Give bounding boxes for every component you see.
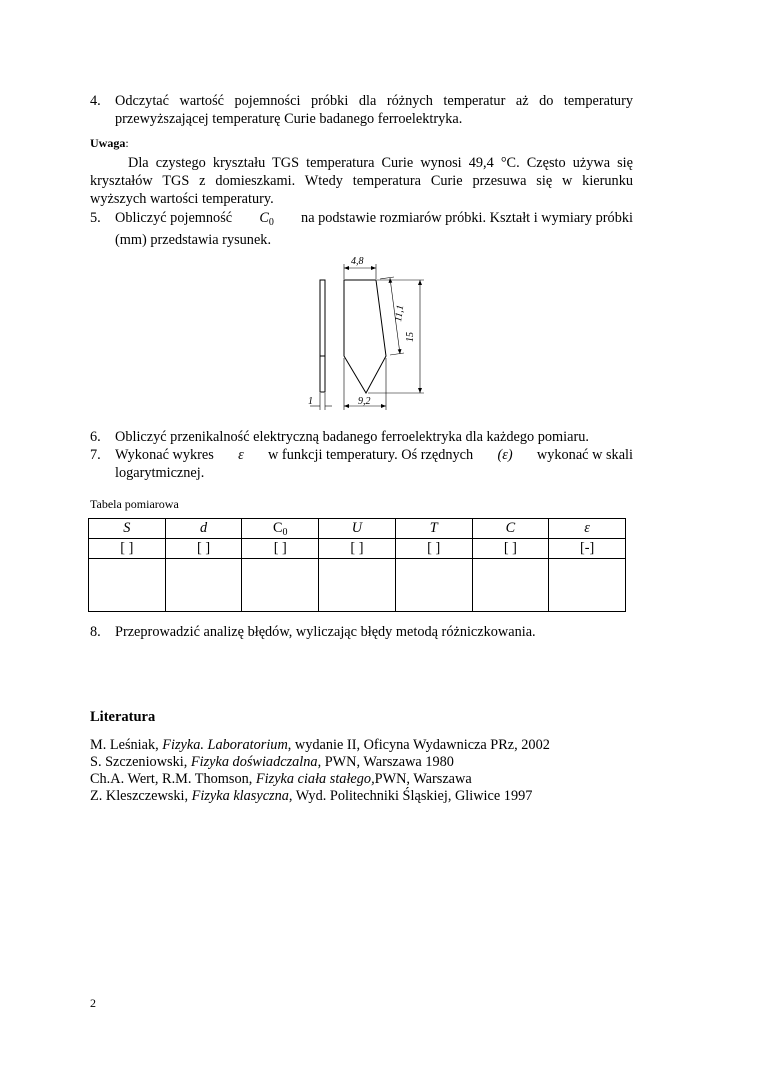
dim-right-label: 15 bbox=[405, 332, 416, 342]
item-7-symbol: ε bbox=[238, 447, 244, 463]
reference-3: Ch.A. Wert, R.M. Thomson, Fizyka ciała stałego,PWN, Warszawa bbox=[90, 771, 472, 787]
unit-c0: [ ] bbox=[242, 539, 319, 559]
item-5-line-2: (mm) przedstawia rysunek. bbox=[115, 232, 272, 248]
header-c: C bbox=[472, 519, 549, 539]
item-5-number: 5. bbox=[90, 210, 101, 226]
item-5-text-a: Obliczyć pojemność bbox=[115, 210, 233, 226]
table-data-row bbox=[89, 559, 626, 612]
note-line-1: Dla czystego kryształu TGS temperatura Curie wynosi 49,4 °C. Często używa się bbox=[128, 155, 633, 171]
data-cell-u[interactable] bbox=[319, 559, 396, 612]
header-epsilon: ε bbox=[549, 519, 626, 539]
unit-c: [ ] bbox=[472, 539, 549, 559]
item-4-number: 4. bbox=[90, 93, 101, 109]
item-7-line-2: logarytmicznej. bbox=[115, 465, 205, 481]
dim-top-label: 4,8 bbox=[351, 256, 364, 267]
reference-4: Z. Kleszczewski, Fizyka klasyczna, Wyd. Politechniki Śląskiej, Gliwice 1997 bbox=[90, 788, 533, 804]
item-6-text: Obliczyć przenikalność elektryczną badanego ferroelektryka dla każdego pomiaru. bbox=[115, 429, 589, 445]
measurement-table bbox=[88, 518, 626, 612]
front-view-outline bbox=[344, 280, 386, 393]
item-7-text-b: w funkcji temperatury. Oś rzędnych bbox=[268, 447, 474, 463]
data-cell-epsilon[interactable] bbox=[549, 559, 626, 612]
table-caption: Tabela pomiarowa bbox=[90, 497, 179, 511]
data-cell-c0[interactable] bbox=[242, 559, 319, 612]
header-s: S bbox=[89, 519, 166, 539]
note-line-3: wyższych wartości temperatury. bbox=[90, 191, 274, 207]
item-8-number: 8. bbox=[90, 624, 101, 640]
item-7-text-a: Wykonać wykres bbox=[115, 447, 214, 463]
table-units-row bbox=[89, 539, 626, 559]
note-colon: : bbox=[125, 136, 129, 150]
item-7-symbol-paren: (ε) bbox=[497, 447, 513, 463]
data-cell-d[interactable] bbox=[165, 559, 242, 612]
dim-thickness-label: 1 bbox=[308, 396, 313, 407]
page-number: 2 bbox=[90, 996, 96, 1010]
literature-heading: Literatura bbox=[90, 709, 156, 725]
header-u: U bbox=[319, 519, 396, 539]
dim-diag-label: 11,1 bbox=[393, 304, 407, 323]
data-cell-c[interactable] bbox=[472, 559, 549, 612]
reference-1: M. Leśniak, Fizyka. Laboratorium, wydanie II, Oficyna Wydawnicza PRz, 2002 bbox=[90, 737, 550, 753]
side-view-plate bbox=[320, 280, 325, 392]
note-label-line bbox=[90, 136, 129, 151]
item-5-line-1 bbox=[115, 209, 633, 232]
item-7-line-1 bbox=[115, 446, 633, 464]
note-line-2: kryształów TGS z domieszkami. Wtedy temperatura Curie przesuwa się w kierunku bbox=[90, 173, 633, 189]
data-cell-t[interactable] bbox=[395, 559, 472, 612]
item-7-text-c: wykonać w skali bbox=[536, 447, 633, 463]
header-d: d bbox=[165, 519, 242, 539]
item-5-text-b: na podstawie rozmiarów próbki. Kształt i wymiary próbki bbox=[301, 210, 633, 226]
sample-shape-figure bbox=[300, 252, 440, 414]
header-t: T bbox=[395, 519, 472, 539]
unit-s: [ ] bbox=[89, 539, 166, 559]
unit-epsilon: [-] bbox=[549, 539, 626, 559]
item-7-number: 7. bbox=[90, 447, 101, 463]
unit-d: [ ] bbox=[165, 539, 242, 559]
item-4-line-1: Odczytać wartość pojemności próbki dla różnych temperatur aż do temperatury bbox=[115, 93, 633, 109]
item-8-text: Przeprowadzić analizę błędów, wyliczając błędy metodą różniczkowania. bbox=[115, 624, 536, 640]
header-c0: $C_0$ bbox=[242, 519, 319, 539]
note-label: Uwaga bbox=[90, 136, 126, 150]
unit-u: [ ] bbox=[319, 539, 396, 559]
item-5-symbol: $C_0$ bbox=[259, 210, 274, 228]
dim-bottom-label: 9,2 bbox=[358, 396, 371, 407]
item-6-number: 6. bbox=[90, 429, 101, 445]
item-4-line-2: przewyższającej temperaturę Curie badanego ferroelektryka. bbox=[115, 111, 463, 127]
data-cell-s[interactable] bbox=[89, 559, 166, 612]
reference-2: S. Szczeniowski, Fizyka doświadczalna, PWN, Warszawa 1980 bbox=[90, 754, 454, 770]
unit-t: [ ] bbox=[395, 539, 472, 559]
table-header-row bbox=[89, 519, 626, 539]
